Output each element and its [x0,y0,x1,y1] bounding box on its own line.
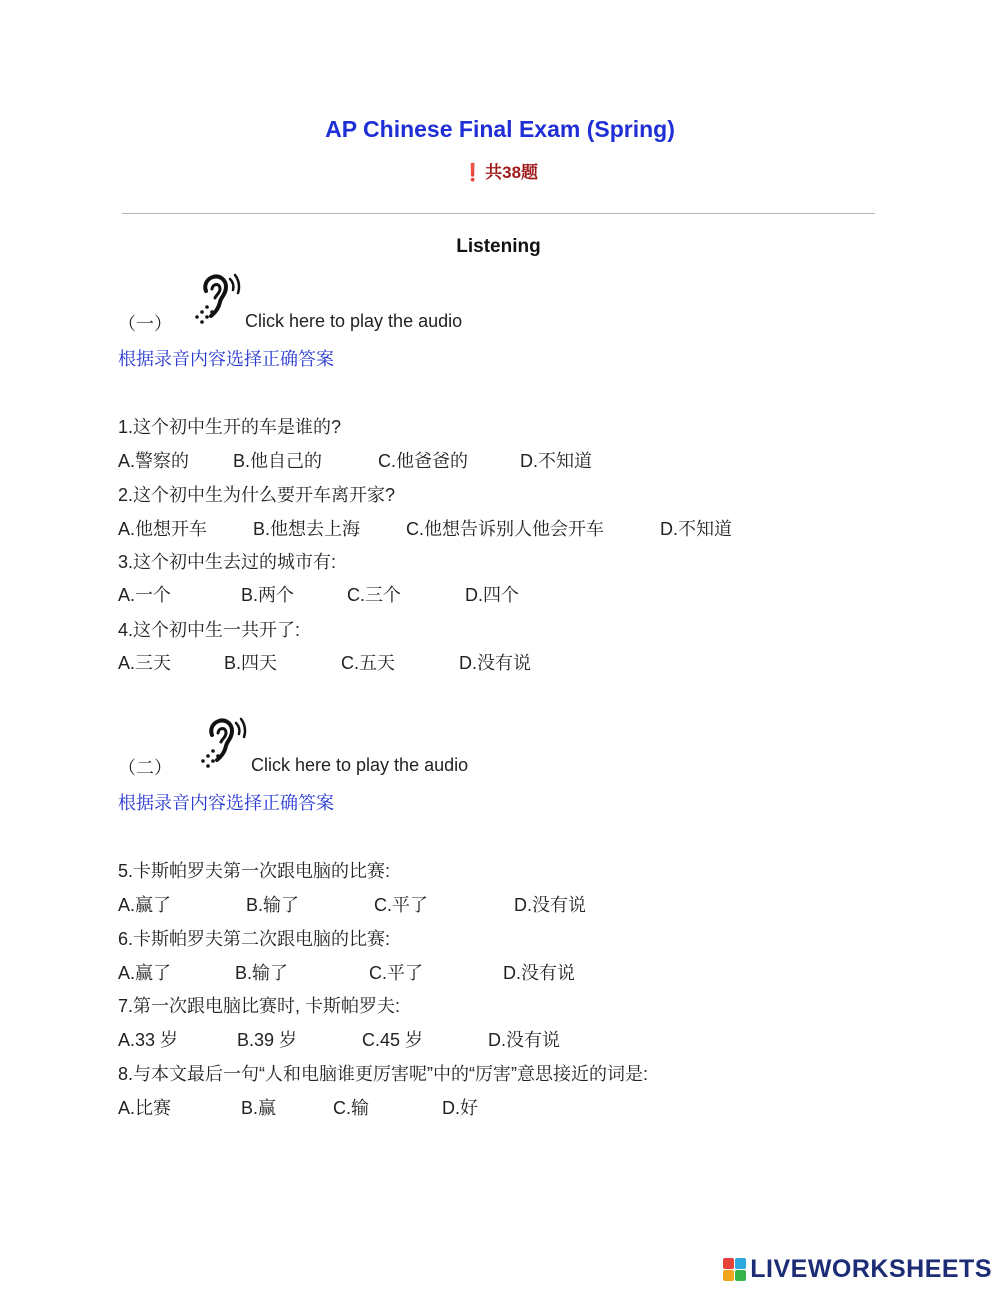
instruction: 根据录音内容选择正确答案 [118,793,334,813]
option-4a[interactable]: A.三天 [118,653,172,673]
option-4c[interactable]: C.五天 [341,653,395,673]
option-5b[interactable]: B.输了 [246,895,300,915]
ear-audio-icon[interactable] [193,272,245,330]
option-5d[interactable]: D.没有说 [514,895,586,915]
option-3c[interactable]: C.三个 [347,585,401,605]
logo-block [723,1258,734,1269]
play-audio-link[interactable]: Click here to play the audio [245,311,463,331]
page-title: AP Chinese Final Exam (Spring) [325,116,675,142]
option-1d[interactable]: D.不知道 [520,451,592,471]
question-4: 4.这个初中生一共开了: [118,620,301,640]
part-label: （二） [118,758,172,778]
option-2d[interactable]: D.不知道 [660,519,732,539]
logo-block [735,1270,746,1281]
logo-block [723,1270,734,1281]
option-2a[interactable]: A.他想开车 [118,519,208,539]
liveworksheets-logo-icon [723,1258,746,1281]
option-1c[interactable]: C.他爸爸的 [378,451,468,471]
question-1: 1.这个初中生开的车是谁的? [118,417,342,437]
option-3d[interactable]: D.四个 [465,585,519,605]
option-3b[interactable]: B.两个 [241,585,295,605]
divider [122,213,875,214]
option-6c[interactable]: C.平了 [369,963,423,983]
question-3: 3.这个初中生去过的城市有: [118,552,337,572]
instruction: 根据录音内容选择正确答案 [118,349,334,369]
option-6d[interactable]: D.没有说 [503,963,575,983]
part-label: （一） [118,314,172,334]
option-7b[interactable]: B.39 岁 [237,1030,298,1050]
option-7d[interactable]: D.没有说 [488,1030,560,1050]
question-8: 8.与本文最后一句“人和电脑谁更厉害呢”中的“厉害”意思接近的词是: [118,1064,648,1084]
logo-text: LIVEWORKSHEETS [750,1255,992,1283]
question-5: 5.卡斯帕罗夫第一次跟电脑的比赛: [118,861,391,881]
question-count [0,158,1000,183]
option-7c[interactable]: C.45 岁 [362,1030,424,1050]
question-7: 7.第一次跟电脑比赛时, 卡斯帕罗夫: [118,996,401,1016]
option-2b[interactable]: B.他想去上海 [253,519,361,539]
section-title: Listening [456,236,541,257]
option-4b[interactable]: B.四天 [224,653,278,673]
option-1a[interactable]: A.警察的 [118,451,190,471]
option-8a[interactable]: A.比赛 [118,1098,172,1118]
option-8b[interactable]: B.赢 [241,1098,277,1118]
option-5c[interactable]: C.平了 [374,895,428,915]
ear-audio-icon[interactable] [199,716,251,774]
option-2c[interactable]: C.他想告诉别人他会开车 [406,519,604,539]
question-2: 2.这个初中生为什么要开车离开家? [118,485,396,505]
option-5a[interactable]: A.赢了 [118,895,172,915]
option-8c[interactable]: C.输 [333,1098,369,1118]
liveworksheets-logo[interactable] [723,1255,992,1284]
option-6a[interactable]: A.赢了 [118,963,172,983]
question-6: 6.卡斯帕罗夫第二次跟电脑的比赛: [118,929,391,949]
option-8d[interactable]: D.好 [442,1098,478,1118]
option-3a[interactable]: A.一个 [118,585,172,605]
option-7a[interactable]: A.33 岁 [118,1030,179,1050]
exclamation-icon: ❗ [461,163,484,182]
option-4d[interactable]: D.没有说 [459,653,531,673]
play-audio-link[interactable]: Click here to play the audio [251,755,469,775]
logo-block [735,1258,746,1269]
option-6b[interactable]: B.输了 [235,963,289,983]
question-count-label: 共38题 [485,163,539,182]
option-1b[interactable]: B.他自己的 [233,451,323,471]
